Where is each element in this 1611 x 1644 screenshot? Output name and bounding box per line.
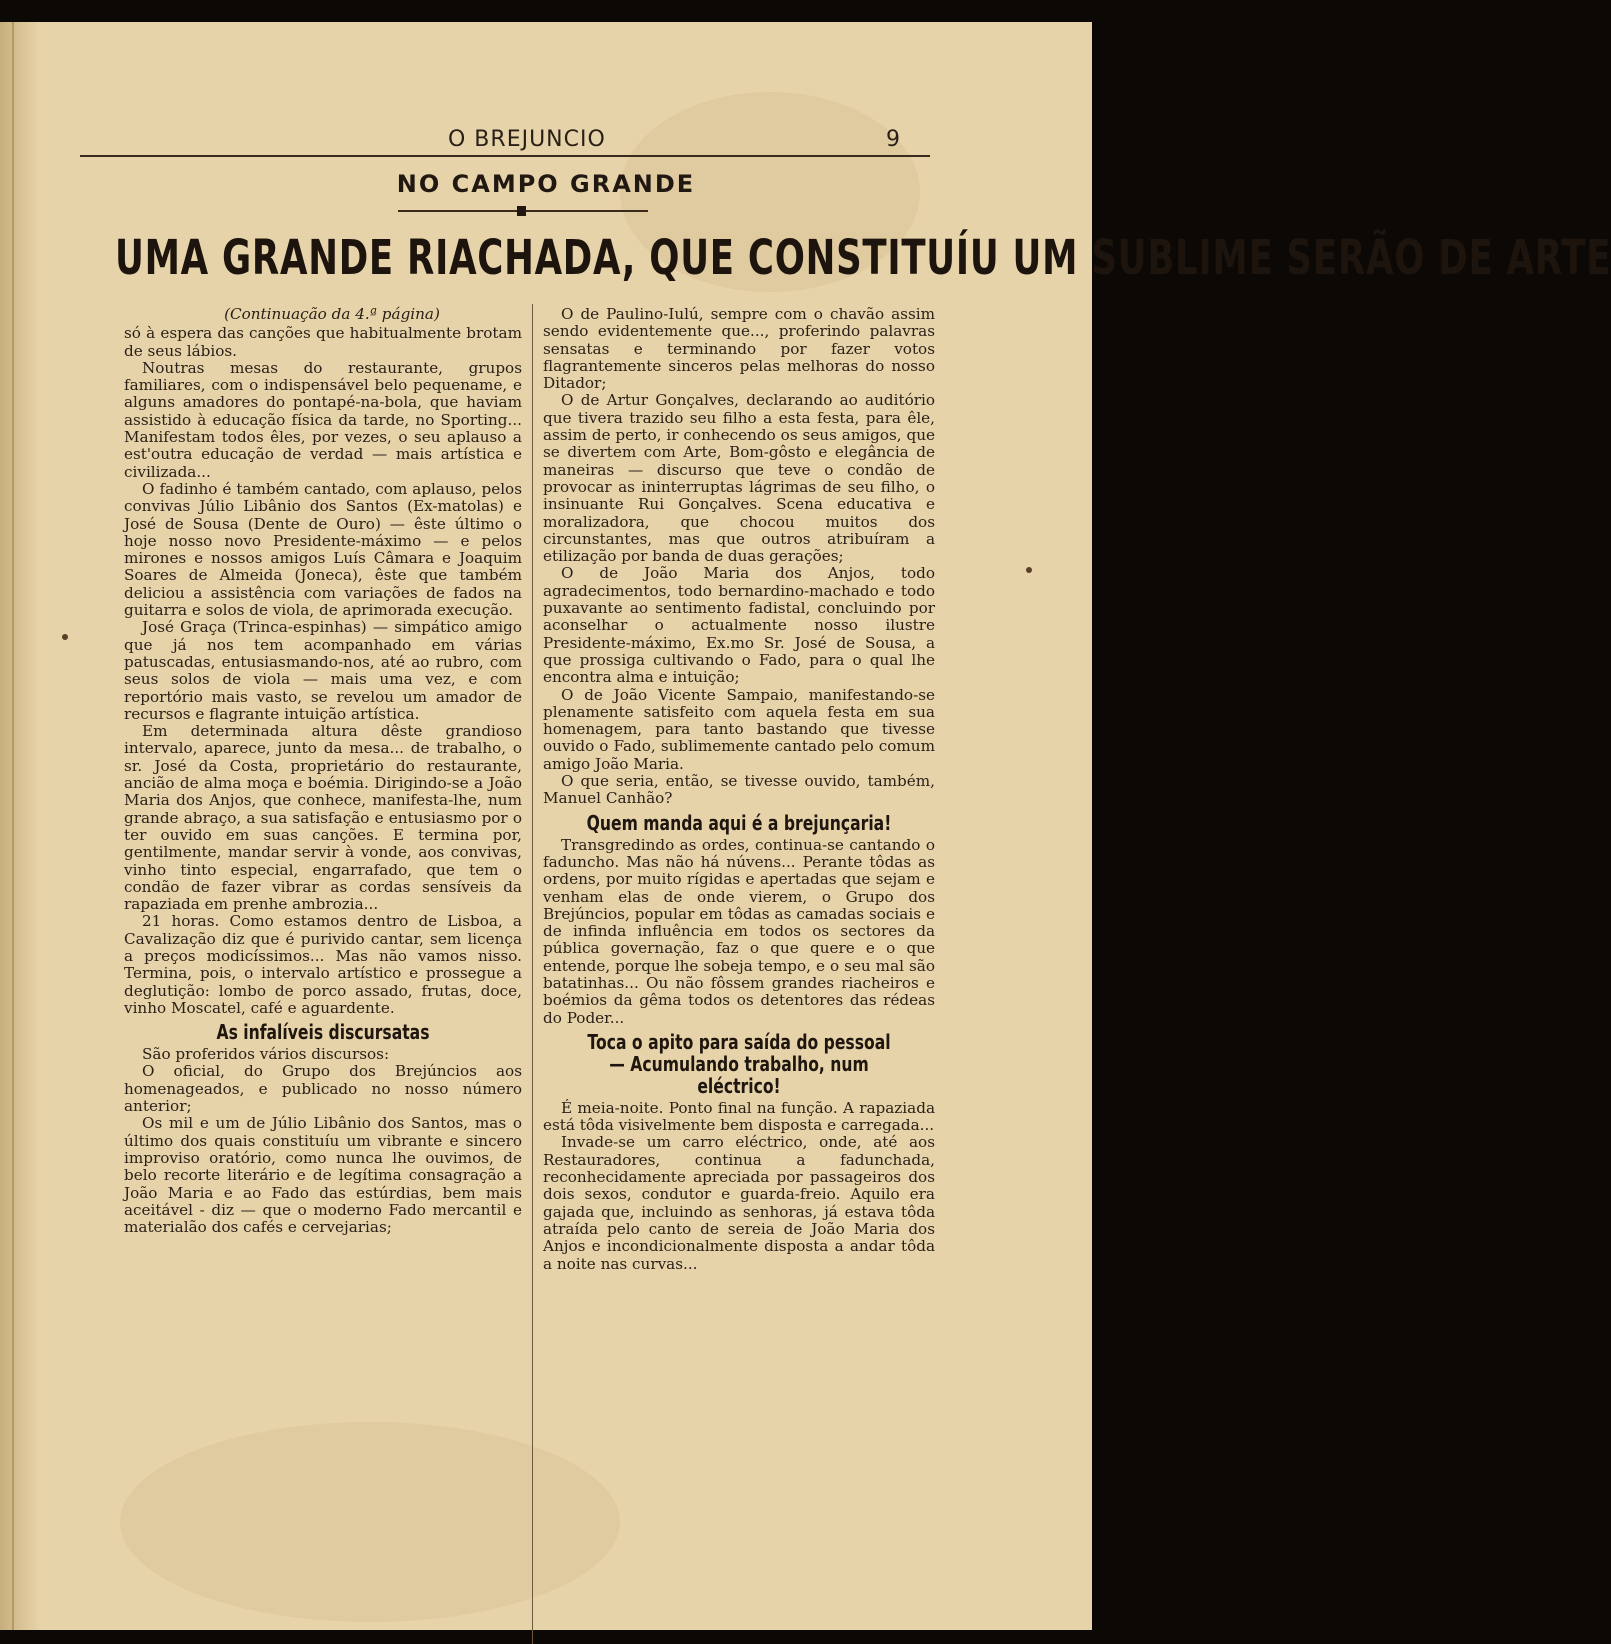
- paragraph: O de João Vicente Sampaio, manifestando-se plenamente satisfeito com aquela festa em sua homenagem, para tanto bastando que tivesse ouvido o Fado, sublimemente cantado pelo comum amigo João Maria.: [543, 685, 935, 773]
- paragraph: 21 horas. Como estamos dentro de Lisboa, a Cavalização diz que é purivido cantar, sem licença a preços modicíssimos... Mas não vamos nisso. Termina, pois, o intervalo artístico e prossegue a deglutição: lombo de porco assado, frutas, doce, vinho Moscatel, café e aguardente.: [124, 912, 522, 1017]
- left-column: [124, 306, 522, 1236]
- paragraph: É meia-noite. Ponto final na funçãο. A rapaziada está tôda visivelmente bem disposta e carregada...: [543, 1098, 935, 1135]
- column-divider: [532, 304, 533, 1644]
- publication-name: O BREJUNCIO: [448, 127, 606, 152]
- continuation-note: (Continuação da 4.ª página): [224, 305, 440, 323]
- subheading: Toca o apito para saída do pessoal — Acumulando trabalho, num eléctrico!: [587, 1029, 891, 1098]
- newspaper-page: [0, 22, 1611, 1630]
- paragraph: só à espera das canções que habitualmente brotam de seus lábios.: [124, 324, 522, 360]
- paragraph: Noutras mesas do restaurante, grupos familiares, com o indispensável belo pequename, e alguns amadores do pontapé-na-bola, que haviam assistido à educação física da tarde, no Sporting... Manifestam todos êles, por vezes, o seu aplauso a est'outra educação de verdad — mais artística e civilizada...: [124, 358, 522, 481]
- paragraph: O que seria, então, se tivesse ouvido, também, Manuel Canhão?: [543, 772, 935, 808]
- paper-stain: [120, 1422, 620, 1622]
- binding-crease: [12, 22, 14, 1630]
- subheading: Quem manda aqui é a brejunçaria!: [586, 810, 892, 835]
- paragraph: Transgredindo as ordes, continua-se cantando o fadunchο. Mas não há núvens... Perante tôdas as ordens, por muito rígidas e apertadas que sejam e venham elas de onde vierem, o Grupo dos Brejúncios, popular em tôdas as camadas sociais e de infinda influência em todos os sectores da pública governação, faz o que quere e o que entende, porque lhe sobeja tempo, e o seu mal são batatinhas... Ou não fôssem grandes riacheiros e boémios da gêma todos os detentores das rédeas do Poder...: [543, 835, 935, 1027]
- page-header: [80, 127, 930, 157]
- paragraph: Os mil e um de Júlio Libânio dos Santos, mas o último dos quais constituíu um vibrante e sincero improviso oratório, como nunca lhe ouvimos, de belo recorte literário e de legítima consagração a João Maria e ao Fado das estúrdias, bem mais aceitável - diz — que o moderno Fado mercantil e materialão dos cafés e cervejarias;: [124, 1114, 522, 1237]
- section-ornament: [517, 206, 526, 216]
- paragraph: Invade-se um carro eléctrico, onde, até aos Restauradores, continua a fadunchada, reconhecidamente apreciada por passageiros dos dois sexos, condutor e guarda-freio. Aquilo era gajada que, incluindo as senhoras, já estava tôda atraída pelo canto de sereia de João Maria dos Anjos e incondicionalmente disposta a andar tôda a noite nas curvas...: [543, 1133, 935, 1273]
- page-number: 9: [886, 127, 900, 152]
- paragraph: São proferidos vários discursos:: [142, 1045, 390, 1064]
- subheading: As infalíveis discursatas: [216, 1020, 430, 1045]
- headline: UMA GRANDE RIACHADA, QUE CONSTITUÍU UM SUBLIME SERÃO DE ARTE: [115, 230, 1611, 286]
- section-title: NO CAMPO GRANDE: [396, 170, 696, 198]
- print-speck: [62, 634, 68, 640]
- right-column: [543, 306, 935, 1273]
- paragraph: Em determinada altura dêste grandioso intervalo, aparece, junto da mesa... de trabalho, o sr. José da Costa, proprietário do restaurante, ancião de alma moça e boémia. Dirigindo-se a João Maria dos Anjos, que conhece, manifesta-lhe, num grande abraço, a sua satisfação e entusiasmo por o ter ouvido em suas canções. E termina por, gentilmente, mandar servir à vonde, aos convivas, vinho tinto especial, engarrafado, que tem o condão de fazer vibrar as cordas sensíveis da rapaziada em prenhe ambrozia...: [124, 722, 522, 914]
- paragraph: O de João Maria dos Anjos, todo agradecimentos, todo bernardino-machado e todo puxavante ao sentimento fadistal, concluindo por aconselhar o actualmente nosso ilustre Presidente-máximo, Ex.mo Sr. José de Sousa, a que prossiga cultivando o Fado, para o qual lhe encontra alma e intuição;: [543, 564, 935, 687]
- paragraph: O fadinho é também cantado, com aplauso, pelos convivas Júlio Libânio dos Santos (Ex-matolas) e José de Sousa (Dente de Ouro) — êste último o hoje nosso novo Presidente-máximo — e pelos mirones e nossos amigos Luís Câmara e Joaquim Soares de Almeida (Joneca), êste que também deliciou a assistência com variações de fados na guitarra e solos de viola, de aprimorada execução.: [124, 479, 522, 620]
- paragraph: O de Artur Gonçalves, declarando ao auditório que tivera trazido seu filho a esta festa, para êle, assim de perto, ir conhecendo os seus amigos, que se divertem com Arte, Bom-gôsto e elegância de maneiras — discurso que teve o condão de provocar as ininterruptas lágrimas de seu filho, o insinuante Rui Gonçalves. Scena educativa e moralizadora, que chocou muitos dos circunstantes, mas que outros atribuíram a etilização por banda de duas gerações;: [543, 391, 935, 566]
- paragraph: O oficial, do Grupo dos Brejúncios aos homenageados, e publicado no nosso número anterior;: [124, 1062, 522, 1116]
- paragraph: O de Paulino-Iulú, sempre com o chavão assim sendo evidentemente que..., proferindo palavras sensatas e terminando por fazer votos flagrantemente sinceros pelas melhoras do nosso Ditador;: [543, 305, 935, 393]
- page-binding-edge: [0, 22, 40, 1630]
- print-speck: [1026, 567, 1032, 573]
- paragraph: José Graça (Trinca-espinhas) — simpático amigo que já nos tem acompanhado em várias patuscadas, entusiasmando-nos, até ao rubro, com seus solos de viola — mais uma vez, e com reportório mais vasto, se revelou um amador de recursos e flagrante intuição artística.: [124, 618, 522, 723]
